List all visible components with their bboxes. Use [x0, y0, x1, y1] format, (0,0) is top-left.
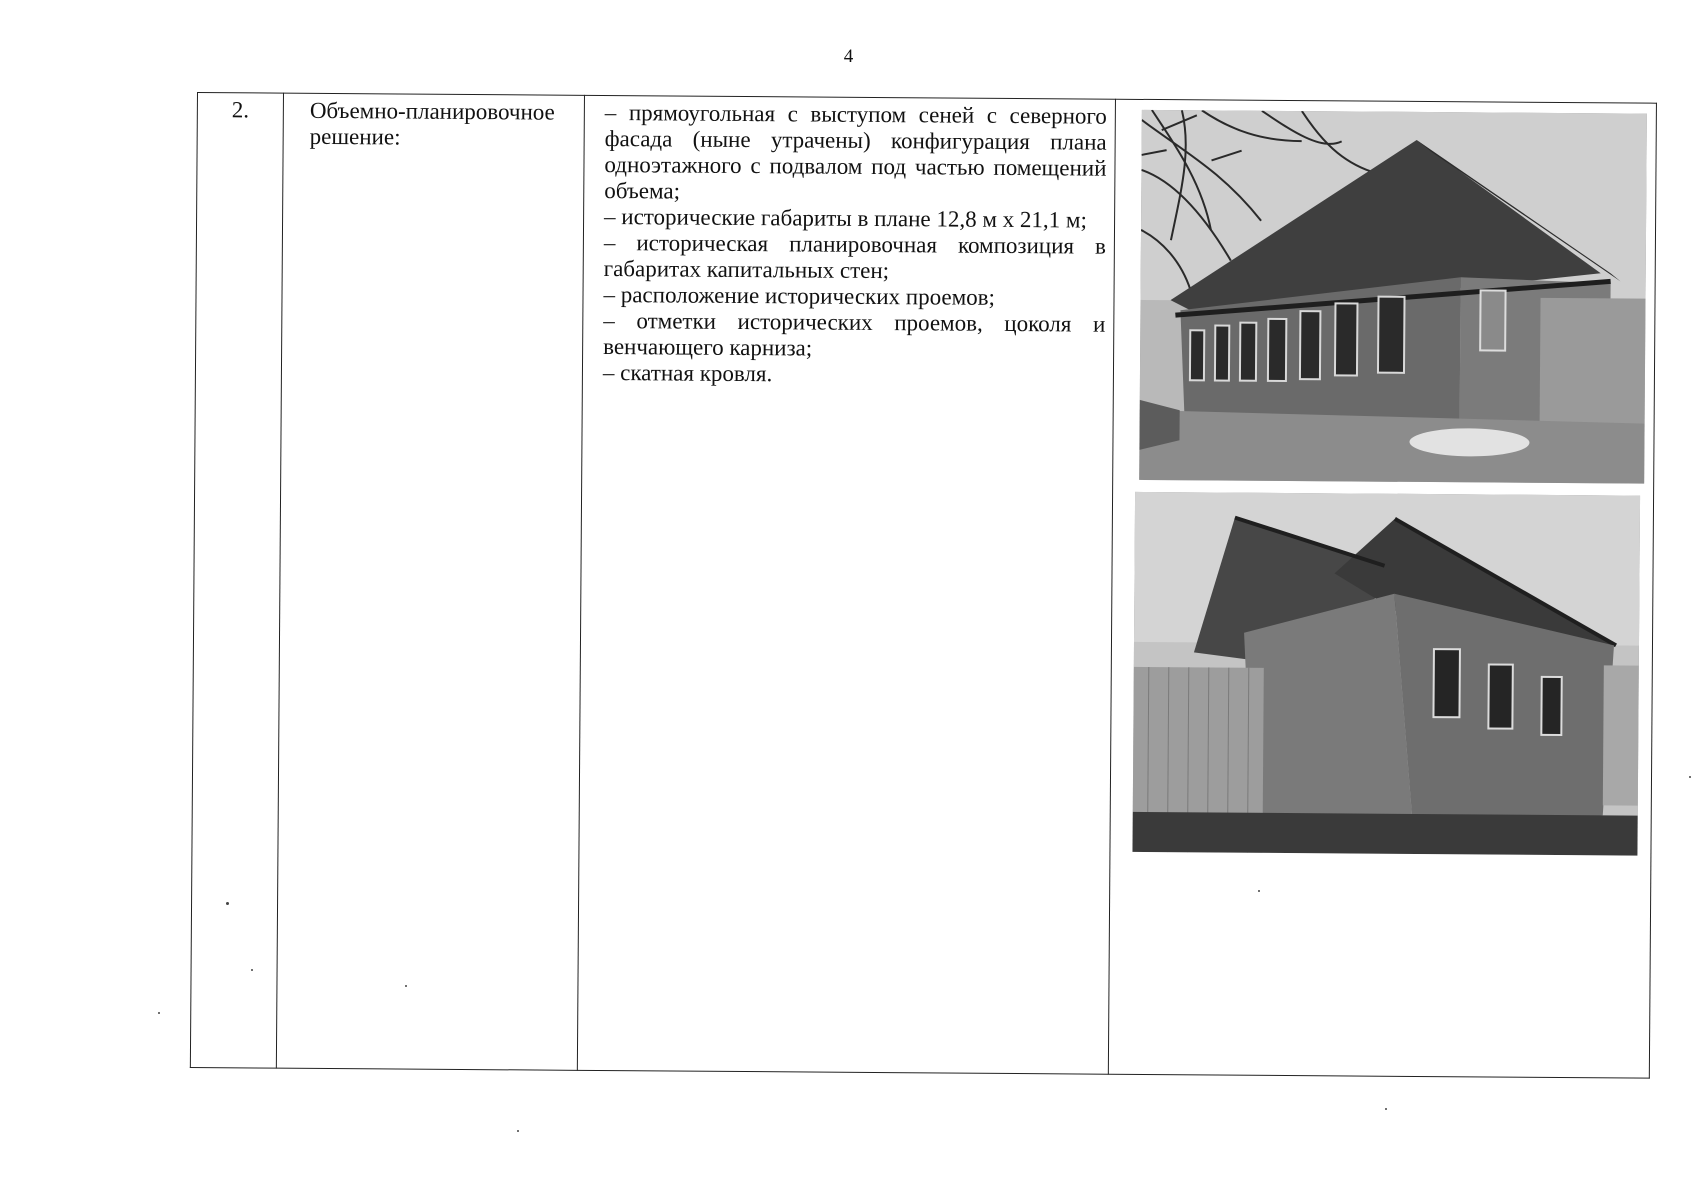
- description-list: [583, 96, 1115, 390]
- document-table-frame: [190, 92, 1652, 1079]
- house-photo-2: [1132, 492, 1640, 856]
- row-number: 2.: [231, 97, 250, 123]
- house-photo-icon: [1139, 110, 1647, 484]
- document-table: [190, 92, 1657, 1079]
- list-item: – исторические габариты в плане 12,8 м х 21,1 м;: [604, 204, 1106, 234]
- list-item: – скатная кровля.: [603, 360, 1105, 390]
- house-photo-icon: [1132, 492, 1640, 856]
- table-row: [190, 93, 1656, 1079]
- row-name-cell: [276, 93, 584, 1070]
- page-number: 4: [843, 46, 854, 67]
- row-number-cell: [190, 93, 283, 1069]
- list-item: – историческая планировочная композиция в габаритах капитальных стен;: [604, 230, 1106, 286]
- row-photos-cell: [1108, 99, 1656, 1078]
- house-photo-1: [1139, 110, 1647, 484]
- row-description-cell: [577, 95, 1115, 1074]
- list-item: – отметки исторических проемов, цоколя и венчающего карниза;: [603, 308, 1105, 364]
- list-item: – расположение исторических проемов;: [603, 282, 1105, 312]
- row-name: Объемно-планировочное решение:: [309, 97, 555, 150]
- list-item: – прямоугольная с выступом сеней с северного фасада (ныне утрачены) конфигурация плана одноэтажного с подвалом под частью помещений объема;: [604, 100, 1107, 208]
